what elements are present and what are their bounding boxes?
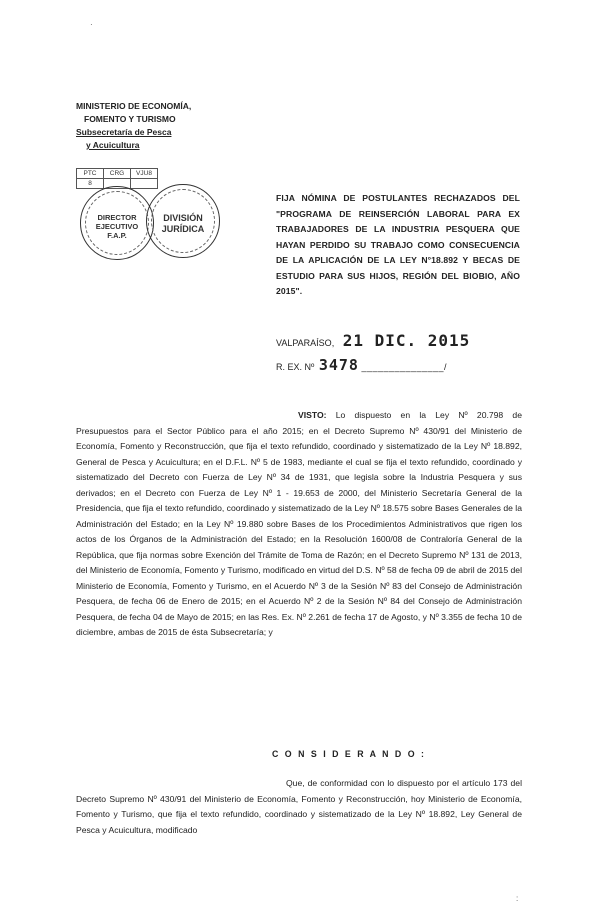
division-juridica-stamp [146,184,220,258]
director-ejecutivo-stamp [80,186,154,260]
rex-fill-line: _______________/ [361,362,448,372]
ministry-header [76,100,191,152]
ministry-line-2: FOMENTO Y TURISMO [84,114,176,124]
resolution-title: FIJA NÓMINA DE POSTULANTES RECHAZADOS DEL "PROGRAMA DE REINSERCIÓN LABORAL PARA EX TRABAJADORES DE LA INDUSTRIA PESQUERA QUE HAYAN PERDIDO SU TRABAJO COMO CONSECUENCIA DE LA APLICACIÓN DE LA LEY N°18.892 Y BECAS DE ESTUDIO PARA SUS HIJOS, REGIÓN DEL BIOBIO, AÑO 2015". [276,193,520,296]
date-label: VALPARAÍSO, [276,338,335,348]
ministry-line-3: Subsecretaría de Pesca [76,127,172,137]
routing-cell: 8 [77,179,104,189]
date-value: 21 DIC. 2015 [342,331,471,350]
visto-label: VISTO: [298,410,327,420]
considerando-paragraph-1: Que, de conformidad con lo dispuesto por el artículo 173 del Decreto Supremo Nº 430/91 del Ministerio de Economía, Fomento y Reconstrucción, hoy Ministerio de Economía, Fomento y Turismo, que fija el texto refundido, coordinado y sistematizado de la Ley Nº 18.892, Ley General de Pesca y Acuicultura, modificado [76,778,522,835]
stamp-1-text: DIRECTOR EJECUTIVO F.A.P. [95,213,139,240]
date-line [276,331,470,350]
scan-mark-top: · [90,20,93,29]
ministry-line-4: y Acuicultura [86,140,140,150]
stamp-2-text: DIVISIÓN JURÍDICA [161,213,205,234]
ministry-line-1: MINISTERIO DE ECONOMÍA, [76,101,192,111]
rex-number: 3478 [318,356,359,374]
scan-mark-bottom: : [516,894,519,903]
routing-cell: PTC [77,169,104,179]
visto-text: Lo dispuesto en la Ley Nº 20.798 de Presupuestos para el Sector Público para el año 2015; en el Decreto Supremo Nº 430/91 del Ministerio de Economía, Fomento y Reconstrucción, que fija el texto refundido, coordinado y sistematizado de la Ley Nº 18.892, General de Pesca y Acuicultura; en el D.F.L. Nº 5 de 1983, mediante el cual se fija el texto refundido, coordinado y sistematizado del Decreto con Fuerza de Ley Nº 34 de 1931, que legisla sobre la Industria Pesquera y sus derivados; en el Decreto con Fuerza de Ley Nº 1 - 19.653 de 2000, del Ministerio Secretaría General de la Presidencia, que fija el texto refundido, coordinado y sistematizado de la Ley Nº 18.575 sobre Bases Generales de la Administración del Estado; en la Ley Nº 19.880 sobre Bases de los Procedimientos Administrativos que rigen los actos de los Órganos de la Administración del Estado; en la Resolución 1600/08 de Contraloría General de la República, que fija normas sobre Exención del Trámite de Toma de Razón; en el Decreto Supremo Nº 131 de 2013, del Ministerio de Economía, Fomento y Turismo, modificado en virtud del D.S. Nº 58 de fecha 09 de abril de 2015 del Ministerio de Economía, Fomento y Turismo, en el Acuerdo Nº 3 de la Sesión Nº 83 del Consejo de Administración Pesquera, de fecha 06 de Enero de 2015; en el Acuerdo Nº 2 de la Sesión Nº 84 del Consejo de Administración Pesquera, de fecha 04 de Mayo de 2015; en las Res. Ex. Nº 2.261 de fecha 17 de Agosto, y Nº 3.355 de fecha 10 de diciembre, ambas de 2015 de ésta Subsecretaría; y [76,410,522,637]
routing-cell: CRG [104,169,131,179]
rex-line [276,356,447,374]
considerando-heading: C O N S I D E R A N D O : [272,749,426,759]
routing-cell: VJU8 [131,169,158,179]
rex-label: R. EX. Nº [276,362,315,372]
routing-header-row [77,169,158,179]
routing-cell [131,179,158,189]
visto-paragraph [76,408,522,641]
